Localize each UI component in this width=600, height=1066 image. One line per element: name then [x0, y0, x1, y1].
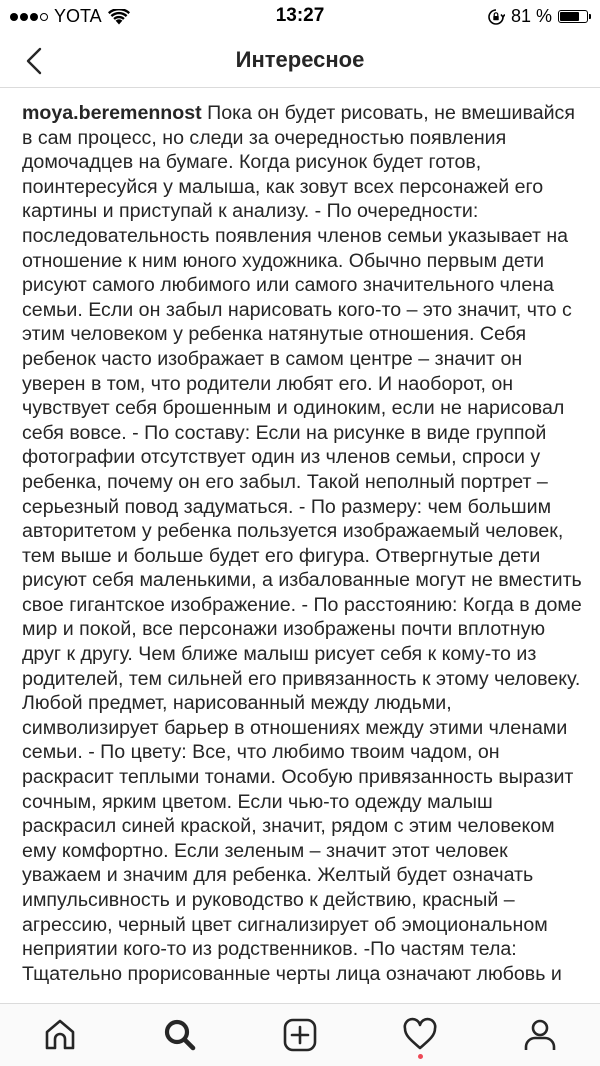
post-username[interactable]: moya.beremennost [22, 102, 202, 124]
tab-home[interactable] [0, 1004, 120, 1066]
battery-icon [558, 10, 588, 23]
notification-dot [418, 1054, 423, 1059]
heart-icon [402, 1017, 438, 1053]
carrier-name: YOTA [54, 6, 102, 26]
page-title: Интересное [235, 47, 365, 72]
tab-activity[interactable] [360, 1004, 480, 1066]
home-icon [42, 1017, 78, 1053]
status-bar [0, 0, 600, 34]
search-icon [162, 1017, 198, 1053]
tab-search[interactable] [120, 1004, 240, 1066]
post-caption-text: Пока он будет рисовать, не вмешивайся в сам процесс, но следи за очередностью появления домочадцев на бумаге. Когда рисунок будет готов, поинтересуйся у малыша, как зовут всех персонажей его картины и приступай к анализу. - По очередности: последовательность появления членов семьи указывает на отношение к ним юного художника. Обычно первым дети рисуют самого любимого или самого значительного члена семьи. Если он забыл нарисовать кого-то – это значит, что с этим человеком у ребенка натянутые отношения. Себя ребенок часто изображает в самом центре – значит он уверен в том, что родители любят его. И наоборот, он чувствует себя брошенным и одиноким, если не нарисовал себя вовсе. - По составу: Если на рисунке в виде группой фотографии отсутствует один из членов семьи, спроси у ребенка, почему он его забыл. Такой неполный портрет – серьезный повод задуматься. - По размеру: чем большим авторитетом у ребенка пользуется изображаемый человек, тем выше и больше будет его фигура. Отвергнутые дети рисуют себя маленькими, а избалованные могут не вместить свое гигантское изображение. - По расстоянию: Когда в доме мир и покой, все персонажи изображены почти вплотную друг к другу. Чем ближе малыш рисует себя к кому-то из родителей, тем сильней его привязанность к этому человеку. Любой предмет, нарисованный между людьми, символизирует барьер в отношениях между этими членами семьи. - По цвету: Все, что любимо твоим чадом, он раскрасит теплыми тонами. Особую привязанность выразит сочным, ярким цветом. Если чью-то одежду малыш раскрасил синей краской, значит, рядом с этим человеком ему комфортно. Если зеленым – значит этот человек уважаем и значим для ребенка. Желтый будет означать импульсивность и руководство к действию, красный – агрессию, черный цвет сигнализирует об эмоциональном неприятии кого-то из родственников. -По частям тела: Тщательно прорисованные черты лица означают любовь и [22, 102, 582, 985]
orientation-lock-icon [487, 8, 505, 26]
battery-level [560, 12, 579, 21]
tab-profile[interactable] [480, 1004, 600, 1066]
status-right [487, 6, 588, 27]
tab-bar [0, 1003, 600, 1066]
nav-header [0, 34, 600, 88]
post-caption [22, 101, 582, 1003]
add-post-icon [282, 1017, 318, 1053]
tab-add-post[interactable] [240, 1004, 360, 1066]
profile-icon [522, 1017, 558, 1053]
status-time: 13:27 [275, 5, 325, 26]
battery-percentage: 81 % [510, 6, 552, 26]
